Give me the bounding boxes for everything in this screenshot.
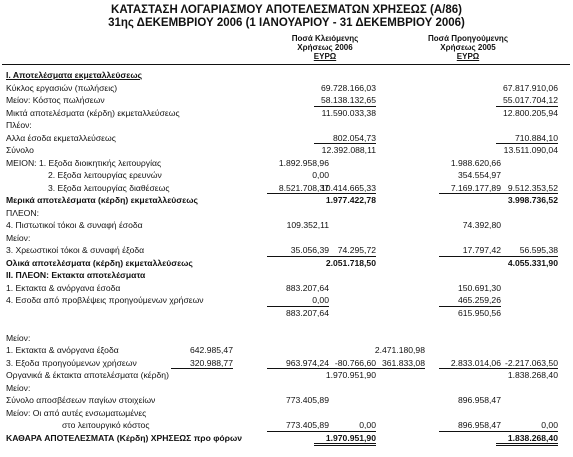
current-year-header-line1: Ποσά Κλειόμενης [291,34,359,43]
amount-p3: 3.998.736,52 [507,195,558,205]
amount-c1: 883.207,64 [285,307,329,318]
row-label: 3. Χρεωστικοί τόκοι & συναφή έξοδα [6,245,145,255]
row-label: Μείον: [6,332,31,343]
amount-p3: 56.595,38 [519,245,558,255]
amount-p1: 361.833,08 [381,357,425,368]
amount-p2: 465.259,26 [457,295,501,305]
previous-year-header-currency: ΕΥΡΩ [456,52,480,61]
amount-p2: 17.797,42 [462,245,501,255]
subtotal-rule [314,431,376,432]
amount-c2: 12.392.088,11 [321,145,376,155]
subtotal-rule [171,368,233,369]
amount-c1: 0,00 [312,170,329,180]
amount-c1: 963.974,24 [285,357,329,368]
subtotal-rule [496,143,558,144]
row-label: Κύκλος εργασιών (πωλήσεις) [6,82,118,93]
subtotal-rule [439,256,501,257]
amount-c0: 320.988,77 [189,357,233,368]
amount-c2: 74.295,72 [337,245,376,255]
statement-title: ΚΑΤΑΣΤΑΣΗ ΛΟΓΑΡΙΑΣΜΟΥ ΑΠΟΤΕΛΕΣΜΑΤΩΝ ΧΡΗΣΕΩΣ (Α/86) [111,4,462,16]
subtotal-rule [439,193,501,194]
amount-c0: 642.985,47 [189,345,233,355]
subtotal-rule [439,306,501,307]
amount-c2: 1.977.422,78 [325,195,376,205]
row-label: 3. Εξοδα προηγούμενων χρήσεων [6,357,137,368]
amount-c1: 883.207,64 [285,282,329,293]
amount-c2: -80.766,60 [334,357,376,368]
amount-p2: 354.554,97 [457,170,501,180]
total-double-rule [496,445,558,446]
amount-c2: 802.054,73 [332,132,376,143]
subtotal-rule [439,431,501,432]
previous-year-header-line1: Ποσά Προηγούμενης [428,34,508,43]
row-label: 1. Εκτακτα & ανόργανα έσοδα [6,282,121,293]
amount-c2: 58.138.132,65 [321,95,376,105]
amount-p2: 7.169.177,89 [450,182,501,193]
row-label: Μείον: [6,232,31,243]
amount-p3: 9.512.353,52 [507,182,558,193]
subtotal-rule [496,256,558,257]
amount-p2: 2.833.014,06 [450,357,501,368]
subtotal-rule [314,256,376,257]
subtotal-rule [314,106,376,107]
subtotal-rule [314,143,376,144]
row-label: ΚΑΘΑΡΑ ΑΠΟΤΕΛΕΣΜΑΤΑ (Κέρδη) ΧΡΗΣΕΩΣ προ φόρων [6,432,243,443]
row-label: Μείον: Οι από αυτές ενσωματωμένες [6,407,147,418]
row-label: Πλέον: [6,120,32,130]
amount-p2: 150.691,30 [457,282,501,293]
amount-p2: 1.988.620,66 [450,157,501,168]
row-label: 1. Εκτακτα & ανόργανα έξοδα [6,345,119,355]
current-year-header-currency: ΕΥΡΩ [313,52,337,61]
row-label: Μείον: [6,382,31,393]
subtotal-rule [496,431,558,432]
amount-p2: 74.392,80 [462,220,501,230]
amount-c2: 0,00 [359,420,376,430]
amount-p1: 2.471.180,98 [374,345,425,355]
amount-c2: 1.970.951,90 [325,370,376,380]
amount-c1: 35.056,39 [290,245,329,255]
row-label: Αλλα έσοδα εκμεταλλεύσεως [6,132,116,143]
previous-year-header-line2: Χρήσεως 2005 [440,43,496,52]
row-label: 4. Πιστωτικοί τόκοι & συναφή έσοδα [6,220,143,230]
row-label: στο λειτουργικό κόστος [62,420,150,430]
amount-p2: 896.958,47 [457,395,501,405]
subtotal-rule [267,306,329,307]
amount-p3: 1.838.268,40 [507,432,558,443]
total-double-rule [314,445,376,446]
amount-c1: 8.521.708,37 [278,182,329,193]
row-label: 2. Εξοδα λειτουργίας ερευνών [48,170,162,180]
amount-p3: 67.817.910,06 [503,82,558,93]
row-label: Ι. Αποτελέσματα εκμεταλλεύσεως [6,70,143,80]
subtotal-rule [496,193,558,194]
subtotal-rule [439,368,501,369]
total-double-rule [496,443,558,444]
amount-p3: 1.838.268,40 [507,370,558,380]
amount-p3: -2.217.063,50 [504,357,558,368]
amount-c1: 0,00 [312,295,329,305]
row-label: 4. Εσοδα από προβλέψεις προηγούμενων χρήσεων [6,295,204,305]
total-double-rule [314,443,376,444]
amount-p2: 615.950,56 [457,307,501,318]
row-label: ΙΙ. ΠΛΕΟΝ: Εκτακτα αποτελέσματα [6,270,146,280]
amount-c1: 773.405,89 [285,420,329,430]
row-label: ΜΕΙΟΝ: 1. Εξοδα διοικητικής λειτουργίας [6,157,162,168]
row-label: Ολικά αποτελέσματα (κέρδη) εκμεταλλεύσεως [6,257,193,268]
subtotal-rule [363,368,425,369]
statement-period: 31ης ΔΕΚΕΜΒΡΙΟΥ 2006 (1 ΙΑΝΟΥΑΡΙΟΥ - 31 ΔΕΚΕΜΒΡΙΟΥ 2006) [108,17,465,29]
row-label: Οργανικά & έκτακτα αποτελέσματα (κέρδη) [6,370,169,380]
amount-p3: 4.055.331,90 [507,257,558,268]
row-label: Μείον: Κόστος πωλήσεων [6,95,105,105]
row-label: Σύνολο [6,145,34,155]
subtotal-rule [314,193,376,194]
amount-c2: 1.970.951,90 [325,432,376,443]
amount-p3: 0,00 [541,420,558,430]
row-label: 3. Εξοδα λειτουργίας διαθέσεως [48,182,170,193]
row-label: Μερικά αποτελέσματα (κέρδη) εκμεταλλεύσεως [6,195,198,205]
amount-p2: 896.958,47 [457,420,501,430]
subtotal-rule [496,106,558,107]
amount-c1: 109.352,11 [286,220,329,230]
amount-c2: 69.728.166,03 [321,82,376,93]
row-label: Σύνολο αποσβέσεων παγίων στοιχείων [6,395,156,405]
amount-p3: 13.511.090,04 [503,145,558,155]
subtotal-rule [496,368,558,369]
amount-c1: 773.405,89 [285,395,329,405]
amount-p3: 55.017.704,12 [503,95,558,105]
amount-c2: 10.414.665,33 [321,182,376,193]
row-label: Μικτά αποτελέσματα (κέρδη) εκμεταλλεύσεως [6,107,180,118]
header-rule [2,64,570,65]
amount-c2: 11.590.033,38 [321,107,376,118]
current-year-header-line2: Χρήσεως 2006 [297,43,353,52]
amount-c1: 1.892.958,96 [278,157,329,168]
amount-c2: 2.051.718,50 [325,257,376,268]
row-label: ΠΛΕΟΝ: [6,207,39,218]
amount-p3: 710.884,10 [514,132,558,143]
amount-p3: 12.800.205,94 [503,107,558,118]
